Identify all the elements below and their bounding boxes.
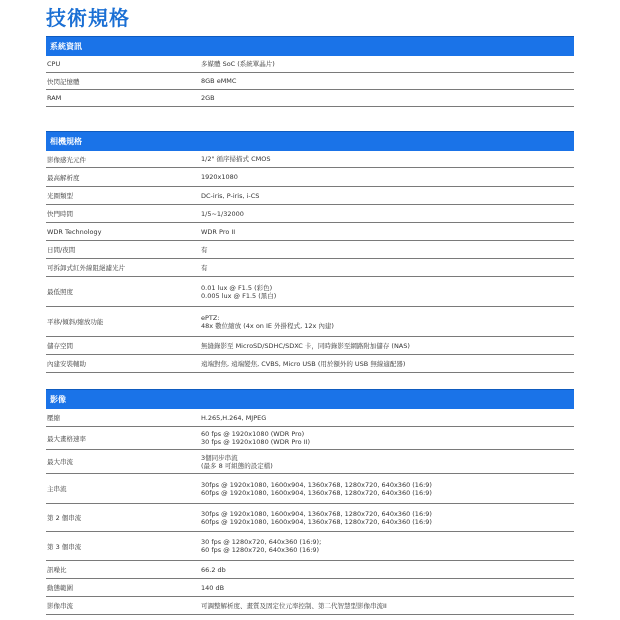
spec-row: [46, 355, 574, 373]
spec-value: 30 fps @ 1280x720, 640x360 (16:9); 60 fps @ 1280x720, 640x360 (16:9): [201, 538, 322, 554]
section-header: 影像: [46, 389, 574, 409]
spec-value: 有: [201, 263, 208, 272]
spec-value: 60 fps @ 1920x1080 (WDR Pro) 30 fps @ 1920x1080 (WDR Pro II): [201, 430, 311, 446]
spec-label: 第 3 個串流: [47, 542, 82, 551]
section-header: 相機規格: [46, 131, 574, 151]
spec-value: 66.2 db: [201, 565, 226, 574]
spec-value: 0.01 lux @ F1.5 (彩色) 0.005 lux @ F1.5 (黑白): [201, 283, 277, 300]
spec-row: [46, 205, 574, 223]
spec-row: [46, 307, 574, 337]
spec-row: [46, 151, 574, 168]
spec-label: 儲存空間: [47, 342, 73, 350]
section-camera-specs: [46, 131, 574, 373]
spec-label: 日間/夜間: [47, 246, 76, 254]
spec-row: [46, 337, 574, 355]
spec-value: DC-iris, P-iris, i-CS: [201, 191, 260, 200]
spec-label: 光圈類型: [47, 192, 73, 200]
spec-label: 第 2 個串流: [47, 514, 82, 522]
spec-row: [46, 259, 574, 277]
spec-label: CPU: [47, 60, 61, 68]
spec-row: [46, 73, 574, 90]
spec-label: 內建安裝輔助: [47, 360, 86, 368]
spec-row: [46, 277, 574, 307]
spec-row: [46, 168, 574, 187]
spec-label: 最大畫格速率: [47, 434, 86, 443]
spec-value: 140 dB: [201, 583, 225, 592]
spec-row: [46, 504, 574, 532]
spec-label: 平移/傾斜/縮放功能: [47, 318, 104, 326]
spec-label: 最大串流: [47, 458, 73, 466]
spec-label: 最低照度: [47, 288, 73, 296]
spec-label: 壓縮: [47, 414, 60, 422]
spec-value: 多媒體 SoC (系統單晶片): [201, 60, 275, 68]
spec-value: 1920x1080: [201, 173, 238, 181]
section-video: [46, 389, 574, 615]
spec-value: 可調整解析度、畫質及固定位元率控制、第二代智慧型影像串流II: [201, 601, 387, 610]
spec-label: 影像感光元件: [47, 155, 86, 164]
spec-value: 3個同步串流 (最多 8 可組態的設定檔): [201, 453, 273, 470]
spec-label: 主串流: [47, 485, 67, 493]
section-header: 系統資訊: [46, 36, 574, 56]
spec-value: 有: [201, 245, 208, 254]
spec-label: 快閃記憶體: [47, 77, 80, 86]
spec-value: H.265,H.264, MJPEG: [201, 413, 267, 422]
spec-label: 最高解析度: [47, 173, 80, 182]
spec-row: [46, 56, 574, 73]
spec-value: 30fps @ 1920x1080, 1600x904, 1360x768, 1280x720, 640x360 (16:9) 60fps @ 1920x1080, 1600x904, 1360x768, 1280x720, 640x360 (16:9): [201, 480, 432, 497]
spec-row: [46, 474, 574, 504]
spec-value: 1/2" 循序掃描式 CMOS: [201, 155, 271, 163]
spec-value: 無縫錄影至 MicroSD/SDHC/SDXC 卡，同時錄影至網路附加儲存 (NAS): [201, 341, 410, 350]
spec-value: 1/5~1/32000: [201, 209, 244, 218]
spec-row: [46, 450, 574, 474]
spec-label: RAM: [47, 94, 62, 102]
spec-label: 可拆卸式紅外線阻絕濾光片: [47, 264, 125, 272]
section-system-info: [46, 36, 574, 107]
spec-value: 遠端對焦, 遠端變焦, CVBS, Micro USB (用於額外的 USB 無線適配器): [201, 359, 406, 368]
spec-row: [46, 241, 574, 259]
spec-value: 2GB: [201, 94, 215, 102]
spec-label: 影像串流: [47, 602, 73, 610]
spec-row: [46, 561, 574, 579]
spec-value: 8GB eMMC: [201, 77, 237, 85]
spec-label: 動態範圍: [47, 584, 73, 592]
spec-label: 訊噪比: [47, 566, 67, 574]
spec-row: [46, 427, 574, 450]
spec-row: [46, 90, 574, 107]
spec-row: [46, 597, 574, 615]
spec-row: [46, 409, 574, 427]
spec-label: 快門時間: [47, 210, 73, 218]
spec-row: [46, 579, 574, 597]
spec-row: [46, 532, 574, 561]
spec-value: ePTZ: 48x 數位縮放 (4x on IE 外掛程式, 12x 內建): [201, 313, 334, 330]
spec-value: WDR Pro II: [201, 227, 236, 236]
page-title: 技術規格: [46, 6, 130, 30]
spec-value: 30fps @ 1920x1080, 1600x904, 1360x768, 1280x720, 640x360 (16:9) 60fps @ 1920x1080, 1600x904, 1360x768, 1280x720, 640x360 (16:9): [201, 509, 432, 526]
spec-label: WDR Technology: [47, 227, 102, 236]
spec-row: [46, 187, 574, 205]
spec-row: [46, 223, 574, 241]
